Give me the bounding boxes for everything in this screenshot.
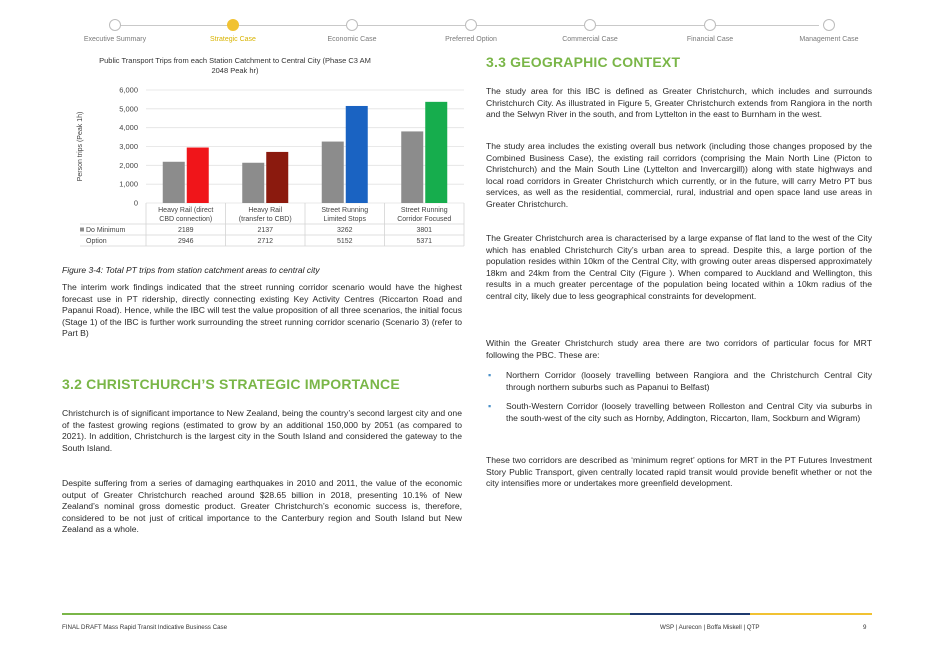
nav-step-label: Executive Summary [83, 36, 147, 43]
data-label: 2189 [177, 227, 194, 234]
footer-authors: WSP | Aurecon | Boffa Miskell | QTP [660, 624, 760, 631]
chart-svg [60, 78, 470, 253]
nav-step-dot [584, 19, 596, 31]
x-tick-label: CBD connection) [159, 216, 213, 223]
left-paragraph-1: The interim work findings indicated that the street running corridor scenario would have the highest forecast use in PT ridership, directly connecting existing Key Activity Centres (Riccarton Road and Papanui Road). Hence, while the IBC will test the value proposition of all three scenarios, the initial focus (Stage 1) of the IBC is further work surrounding the street running corridor scenario (Scenario 3) (refer to Part B) [62, 282, 462, 339]
bar-option [266, 152, 288, 203]
x-tick-label: Heavy Rail [248, 207, 283, 214]
data-label: 5371 [416, 238, 433, 245]
chart-title: Public Transport Trips from each Station Catchment to Central City (Phase C3 AM 2048 Peak hr) [99, 56, 371, 75]
left-paragraph-2: Christchurch is of significant importance to New Zealand, being the country’s second largest city and one of the fastest growing regions (estimated to grow by an additional 150,000 by 2051 (as compared to 2021). In addition, Christchurch is the largest city in the South Island and considered the gateway to the South Island. [62, 408, 462, 453]
bar-option [425, 102, 447, 203]
bar-option [346, 106, 368, 203]
nav-step-preferred-option[interactable] [406, 19, 536, 43]
list-item-text: Northern Corridor (loosely travelling between Rangiora and the Christchurch Central City through northern suburbs such as Papanui to Belfast) [506, 370, 872, 392]
x-tick-label: Limited Stops [323, 216, 366, 223]
data-label: 2712 [257, 238, 274, 245]
left-paragraph-3: Despite suffering from a series of damaging earthquakes in 2010 and 2011, the value of the economic output of Greater Christchurch reached around $28.65 billion in 2018, presenting 10.1% of New Zealand’s nominal gross domestic product. Greater Christchurch’s economic success is, therefore, considered to be not just of critical importance to the Canterbury region and South Island but New Zealand as a whole. [62, 478, 462, 535]
list-item [486, 370, 872, 393]
bar-option [187, 148, 209, 203]
bar-chart [60, 78, 470, 258]
data-label: 2137 [257, 227, 274, 234]
legend-swatch-do-minimum [80, 228, 84, 232]
y-axis-label: Person trips (Peak 1h) [77, 111, 84, 182]
nav-step-management-case[interactable] [764, 19, 894, 43]
bar-do-minimum [242, 163, 264, 203]
bar-do-minimum [163, 162, 185, 203]
right-paragraph-2: The study area includes the existing overall bus network (including those changes proposed by the Combined Business Case), the existing rail corridors (comprising the Main North Line (Picton to Christchurch) and the Main South Line (Lyttelton and Invercargill)) along with state highways and local road corridors in Greater Christchurch which currently, or in the future, will carry Metro PT bus services, as well as the residential, commercial, rural, industrial and open space land use areas in Greater Christchurch. [486, 141, 872, 209]
bar-do-minimum [401, 131, 423, 203]
progress-nav [60, 14, 874, 50]
list-item-text: South-Western Corridor (loosely travelling between Rolleston and Central City via suburbs in the south-west of the city such as Hornby, Addington, Riccarton, Ilam, Sockburn and Wigram) [506, 401, 872, 423]
section-heading-3-2: 3.2 CHRISTCHURCH’S STRATEGIC IMPORTANCE [62, 376, 400, 392]
legend-label: Do Minimum [86, 227, 126, 234]
y-tick-label: 0 [133, 198, 138, 208]
right-paragraph-3: The Greater Christchurch area is characterised by a large expanse of flat land to the west of the City which has enabled Christchurch City’s urban area to spread. Despite this, a large portion of the population resides within 10km of the Central City, with growing outer areas dispersed approximately 18km and 24km from the Central City (Figure ). When compared to Auckland and Wellington, this results in a much greater percentage of the population being located within a 10km radius of the central city, likely due to less geographical constraints for development. [486, 233, 872, 301]
nav-step-label: Financial Case [686, 36, 734, 43]
footer-rule-yellow [750, 613, 872, 615]
section-heading-3-3: 3.3 GEOGRAPHIC CONTEXT [486, 54, 681, 70]
data-label: 3262 [336, 227, 353, 234]
nav-step-label: Economic Case [327, 36, 377, 43]
legend-label: Option [86, 238, 107, 245]
corridor-list [486, 370, 872, 432]
x-tick-label: Corridor Focused [397, 216, 452, 223]
data-label: 2946 [177, 238, 194, 245]
right-paragraph-4: Within the Greater Christchurch study area there are two corridors of particular focus for MRT following the PBC. These are: [486, 338, 872, 360]
y-tick-label: 3,000 [119, 142, 138, 151]
footer-rule-green [62, 613, 630, 615]
figure-caption: Figure 3-4: Total PT trips from station catchment areas to central city [62, 265, 320, 275]
x-tick-label: (transfer to CBD) [238, 216, 292, 223]
x-tick-label: Street Running [321, 207, 369, 214]
page-number: 9 [863, 624, 867, 631]
nav-step-label: Management Case [799, 36, 859, 43]
nav-step-dot [823, 19, 835, 31]
nav-step-label: Commercial Case [562, 36, 618, 43]
bullet-icon: ▪ [488, 370, 492, 380]
y-tick-label: 5,000 [119, 104, 138, 114]
nav-step-dot [465, 19, 477, 31]
y-tick-label: 4,000 [119, 123, 138, 133]
right-paragraph-1: The study area for this IBC is defined as Greater Christchurch, which includes and surrounds Christchurch City. As illustrated in Figure 5, Greater Christchurch extends from Rangiora in the north and the Selwyn River in the south, and from Lyttelton in the east to Burnham in the west. [486, 86, 872, 120]
nav-step-commercial-case[interactable] [525, 19, 655, 43]
nav-step-financial-case[interactable] [645, 19, 775, 43]
data-label: 3801 [416, 227, 433, 234]
x-tick-label: Heavy Rail (direct [158, 207, 214, 214]
nav-step-dot [704, 19, 716, 31]
nav-step-dot [227, 19, 239, 31]
list-item [486, 401, 872, 424]
data-label: 5152 [336, 238, 353, 245]
footer-document-title: FINAL DRAFT Mass Rapid Transit Indicative Business Case [62, 624, 228, 631]
footer-rule-navy [630, 613, 750, 615]
nav-step-economic-case[interactable] [287, 19, 417, 43]
y-tick-label: 1,000 [119, 179, 138, 189]
bar-do-minimum [322, 142, 344, 203]
nav-step-label: Preferred Option [445, 36, 497, 43]
x-tick-label: Street Running [400, 207, 448, 214]
nav-step-strategic-case[interactable] [168, 19, 298, 43]
nav-step-executive-summary[interactable] [50, 19, 180, 43]
y-tick-label: 6,000 [119, 85, 138, 95]
nav-step-dot [109, 19, 121, 31]
bullet-icon: ▪ [488, 401, 492, 412]
nav-step-dot [346, 19, 358, 31]
right-paragraph-5: These two corridors are described as ‘minimum regret’ options for MRT in the PT Futures Investment Story Public Transport, given centrally located rapid transit would provide benefit whether or not the city intensifies more or undertakes more greenfield development. [486, 455, 872, 489]
y-tick-label: 2,000 [119, 160, 138, 170]
nav-step-label: Strategic Case [210, 36, 256, 43]
